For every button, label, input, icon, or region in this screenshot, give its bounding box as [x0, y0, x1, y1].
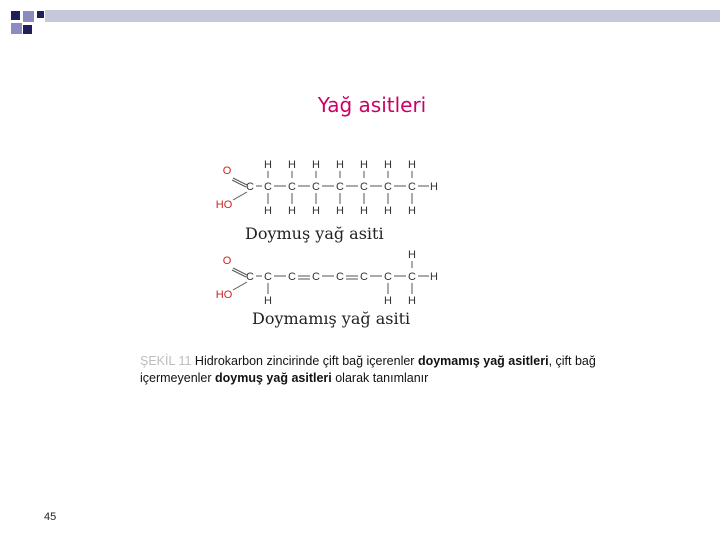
carbon-atom: C: [384, 271, 392, 283]
hydrogen-atom: H: [360, 205, 368, 217]
terminal-hydrogen: H: [430, 271, 438, 283]
deco-square-light-1: [23, 11, 34, 22]
hydrogen-atom: H: [264, 205, 272, 217]
hydrogen-atom: H: [312, 205, 320, 217]
carbon-atom: C: [360, 271, 368, 283]
hydrogen-atom: H: [288, 159, 296, 171]
deco-square-dark-3: [37, 11, 44, 18]
page-number: 45: [44, 511, 57, 523]
saturated-fatty-acid-structure: [216, 159, 438, 217]
figure-caption: [140, 353, 660, 387]
unsaturated-label: Doymamış yağ asiti: [252, 309, 411, 328]
hydrogen-atom: H: [408, 295, 416, 307]
carbon-atom: C: [312, 271, 320, 283]
caption-text-1: Hidrokarbon zincirinde çift bağ içerenler: [191, 354, 418, 368]
hydrogen-atom: H: [360, 159, 368, 171]
hydroxyl-group: HO: [215, 199, 233, 211]
slide-title: Yağ asitleri: [317, 93, 427, 117]
carbon-atom: C: [384, 181, 392, 193]
unsaturated-fatty-acid-structure: [216, 249, 438, 307]
hydrogen-atom: H: [408, 249, 416, 261]
carbon-atom: C: [336, 181, 344, 193]
hydrogen-atom: H: [312, 159, 320, 171]
oxygen-atom: O: [222, 255, 232, 267]
hydrogen-atom: H: [384, 205, 392, 217]
deco-square-dark-2: [23, 25, 32, 34]
hydrogen-atom: H: [264, 159, 272, 171]
oxygen-atom: O: [222, 165, 232, 177]
carbon-atom: C: [246, 271, 254, 283]
caption-bold-saturated: doymuş yağ asitleri: [215, 371, 332, 385]
carbon-atom: C: [408, 271, 416, 283]
caption-bold-unsaturated: doymamış yağ asitleri: [417, 354, 549, 368]
deco-bar: [45, 10, 720, 22]
carbon-atom: C: [264, 181, 272, 193]
carbon-atom: C: [336, 271, 344, 283]
carbon-atom: C: [312, 181, 320, 193]
hydrogen-atom: H: [264, 295, 272, 307]
carbon-atom: C: [246, 181, 254, 193]
hydrogen-atom: H: [336, 159, 344, 171]
hydrogen-atom: H: [384, 159, 392, 171]
carbon-atom: C: [360, 181, 368, 193]
deco-square-light-2: [11, 23, 22, 34]
hydroxyl-bond: [233, 192, 247, 200]
deco-square-dark-1: [11, 11, 20, 20]
carbon-atom: C: [288, 271, 296, 283]
hydrogen-atom: H: [408, 159, 416, 171]
hydrogen-atom: H: [408, 205, 416, 217]
hydrogen-atom: H: [384, 295, 392, 307]
terminal-hydrogen: H: [430, 181, 438, 193]
carbon-atom: C: [288, 181, 296, 193]
header-decoration: [0, 0, 720, 40]
caption-text-2: , çift bağ içermeyenler: [140, 354, 596, 385]
hydroxyl-group: HO: [215, 289, 233, 301]
hydrogen-atom: H: [288, 205, 296, 217]
hydroxyl-bond: [233, 282, 247, 290]
caption-text-3: olarak tanımlanır: [331, 371, 429, 385]
hydrogen-atom: H: [336, 205, 344, 217]
saturated-label: Doymuş yağ asiti: [245, 224, 384, 243]
figure-number: ŞEKİL 11: [140, 354, 192, 368]
carbon-atom: C: [408, 181, 416, 193]
carbon-atom: C: [264, 271, 272, 283]
